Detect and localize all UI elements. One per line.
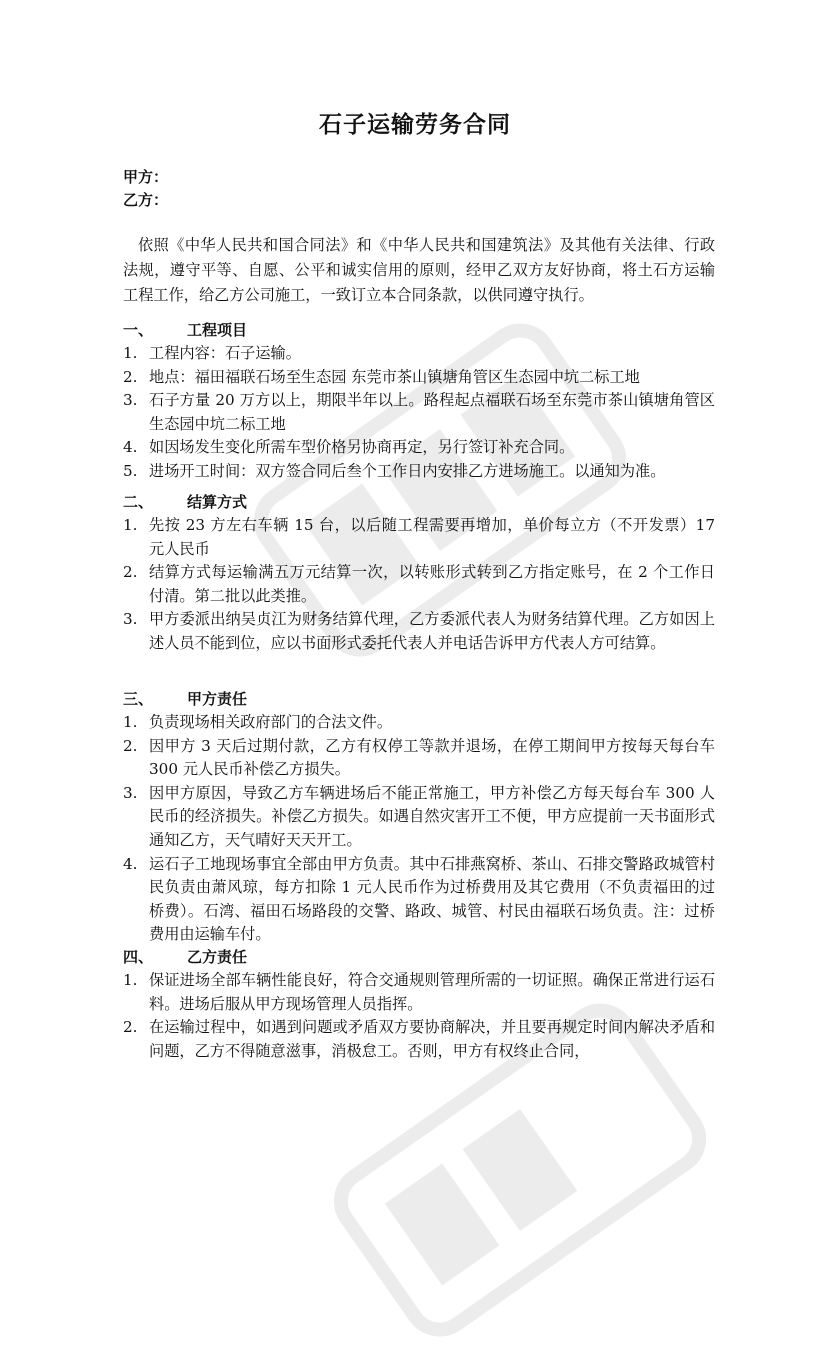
section-title: 甲方责任 <box>187 690 248 708</box>
item-text: 甲方委派出纳吴贞江为财务结算代理，乙方委派代表人为财务结算代理。乙方如因上述人员不能到位，应以书面形式委托代表人并电话告诉甲方代表人方可结算。 <box>149 610 715 652</box>
page-title: 石子运输劳务合同 <box>319 112 511 138</box>
section-title: 工程项目 <box>187 321 248 339</box>
section-items <box>123 514 715 656</box>
list-item <box>123 436 715 460</box>
item-number: 5. <box>123 461 138 480</box>
list-item <box>123 711 715 735</box>
item-number: 1. <box>123 713 138 731</box>
section-items <box>123 342 715 484</box>
list-item <box>123 460 715 484</box>
section-heading <box>123 318 715 342</box>
list-item <box>123 1016 715 1063</box>
item-number: 2. <box>123 367 138 386</box>
item-number: 1. <box>123 516 138 534</box>
section-settlement <box>123 490 715 656</box>
item-number: 2. <box>123 736 138 755</box>
section-number: 一、 <box>123 321 154 339</box>
item-text: 先按 23 方左右车辆 15 台，以后随工程需要再增加，单价每立方（不开发票）17 元人民币 <box>149 516 715 558</box>
section-title: 乙方责任 <box>187 948 248 966</box>
item-number: 2. <box>123 563 138 582</box>
section-number: 四、 <box>123 948 154 966</box>
item-number: 3. <box>123 610 138 629</box>
item-text: 在运输过程中，如遇到问题或矛盾双方要协商解决，并且要再规定时间内解决矛盾和问题，乙方不得随意滋事，消极怠工。否则，甲方有权终止合同， <box>149 1018 715 1060</box>
item-number: 4. <box>123 438 138 457</box>
list-item <box>123 514 715 561</box>
list-item <box>123 969 715 1016</box>
intro-paragraph <box>123 233 715 308</box>
item-number: 2. <box>123 1018 138 1037</box>
item-text: 因甲方原因，导致乙方车辆进场后不能正常施工，甲方补偿乙方每天每台车 300 人民币的经济损失。补偿乙方损失。如遇自然灾害开工不便，甲方应提前一天书面形式通知乙方，天气晴好天天开工。 <box>149 783 715 849</box>
item-number: 3. <box>123 391 138 410</box>
list-item <box>123 782 715 853</box>
section-party-b-duties <box>123 945 715 1063</box>
item-text: 石子方量 20 万方以上，期限半年以上。路程起点福联石场至东莞市茶山镇塘角管区生态园中坑二标工地 <box>149 391 715 433</box>
section-items <box>123 969 715 1063</box>
section-heading <box>123 687 715 711</box>
item-text: 地点：福田福联石场至生态园 东莞市茶山镇塘角管区生态园中坑二标工地 <box>149 367 640 386</box>
item-text: 因甲方 3 天后过期付款，乙方有权停工等款并退场，在停工期间甲方按每天每台车 300 元人民币补偿乙方损失。 <box>149 736 715 779</box>
section-items <box>123 711 715 947</box>
item-number: 4. <box>123 854 138 873</box>
item-text: 保证进场全部车辆性能良好，符合交通规则管理所需的一切证照。确保正常进行运石料。进场后服从甲方现场管理人员指挥。 <box>149 971 715 1013</box>
item-text: 结算方式每运输满五万元结算一次，以转账形式转到乙方指定账号，在 2 个工作日付清。第二批以此类推。 <box>149 563 715 605</box>
item-text: 负责现场相关政府部门的合法文件。 <box>149 713 392 731</box>
section-title: 结算方式 <box>187 493 248 511</box>
item-number: 3. <box>123 783 138 802</box>
intro-text: 依照《中华人民共和国合同法》和《中华人民共和国建筑法》及其他有关法律、行政法规，遵守平等、自愿、公平和诚实信用的原则，经甲乙双方友好协商，将土石方运输工程工作，给乙方公司施工，一致订立本合同条款，以供同遵守执行。 <box>123 236 715 304</box>
item-text: 运石子工地现场事宜全部由甲方负责。其中石排燕窝桥、茶山、石排交警路政城管村民负责由萧风琼，每方扣除 1 元人民币作为过桥费用及其它费用（不负责福田的过桥费）。石湾、福田石场路段的交警、路政、城管、村民由福联石场负责。注：过桥费用由运输车付。 <box>149 854 715 944</box>
list-item <box>123 853 715 947</box>
list-item <box>123 561 715 608</box>
section-heading <box>123 490 715 514</box>
item-number: 1. <box>123 344 138 362</box>
list-item <box>123 342 715 366</box>
item-text: 工程内容：石子运输。 <box>149 344 301 362</box>
section-party-a-duties <box>123 687 715 947</box>
section-number: 三、 <box>123 690 154 708</box>
party-a-label: 甲方： <box>123 168 169 186</box>
item-text: 进场开工时间：双方签合同后叁个工作日内安排乙方进场施工。以通知为准。 <box>149 461 666 480</box>
item-text: 如因场发生变化所需车型价格另协商再定，另行签订补充合同。 <box>149 438 575 457</box>
list-item <box>123 608 715 655</box>
section-number: 二、 <box>123 493 154 511</box>
item-number: 1. <box>123 971 138 989</box>
section-heading <box>123 945 715 969</box>
list-item <box>123 735 715 782</box>
list-item <box>123 389 715 436</box>
section-project <box>123 318 715 484</box>
party-b-label: 乙方： <box>123 191 169 209</box>
list-item <box>123 366 715 390</box>
